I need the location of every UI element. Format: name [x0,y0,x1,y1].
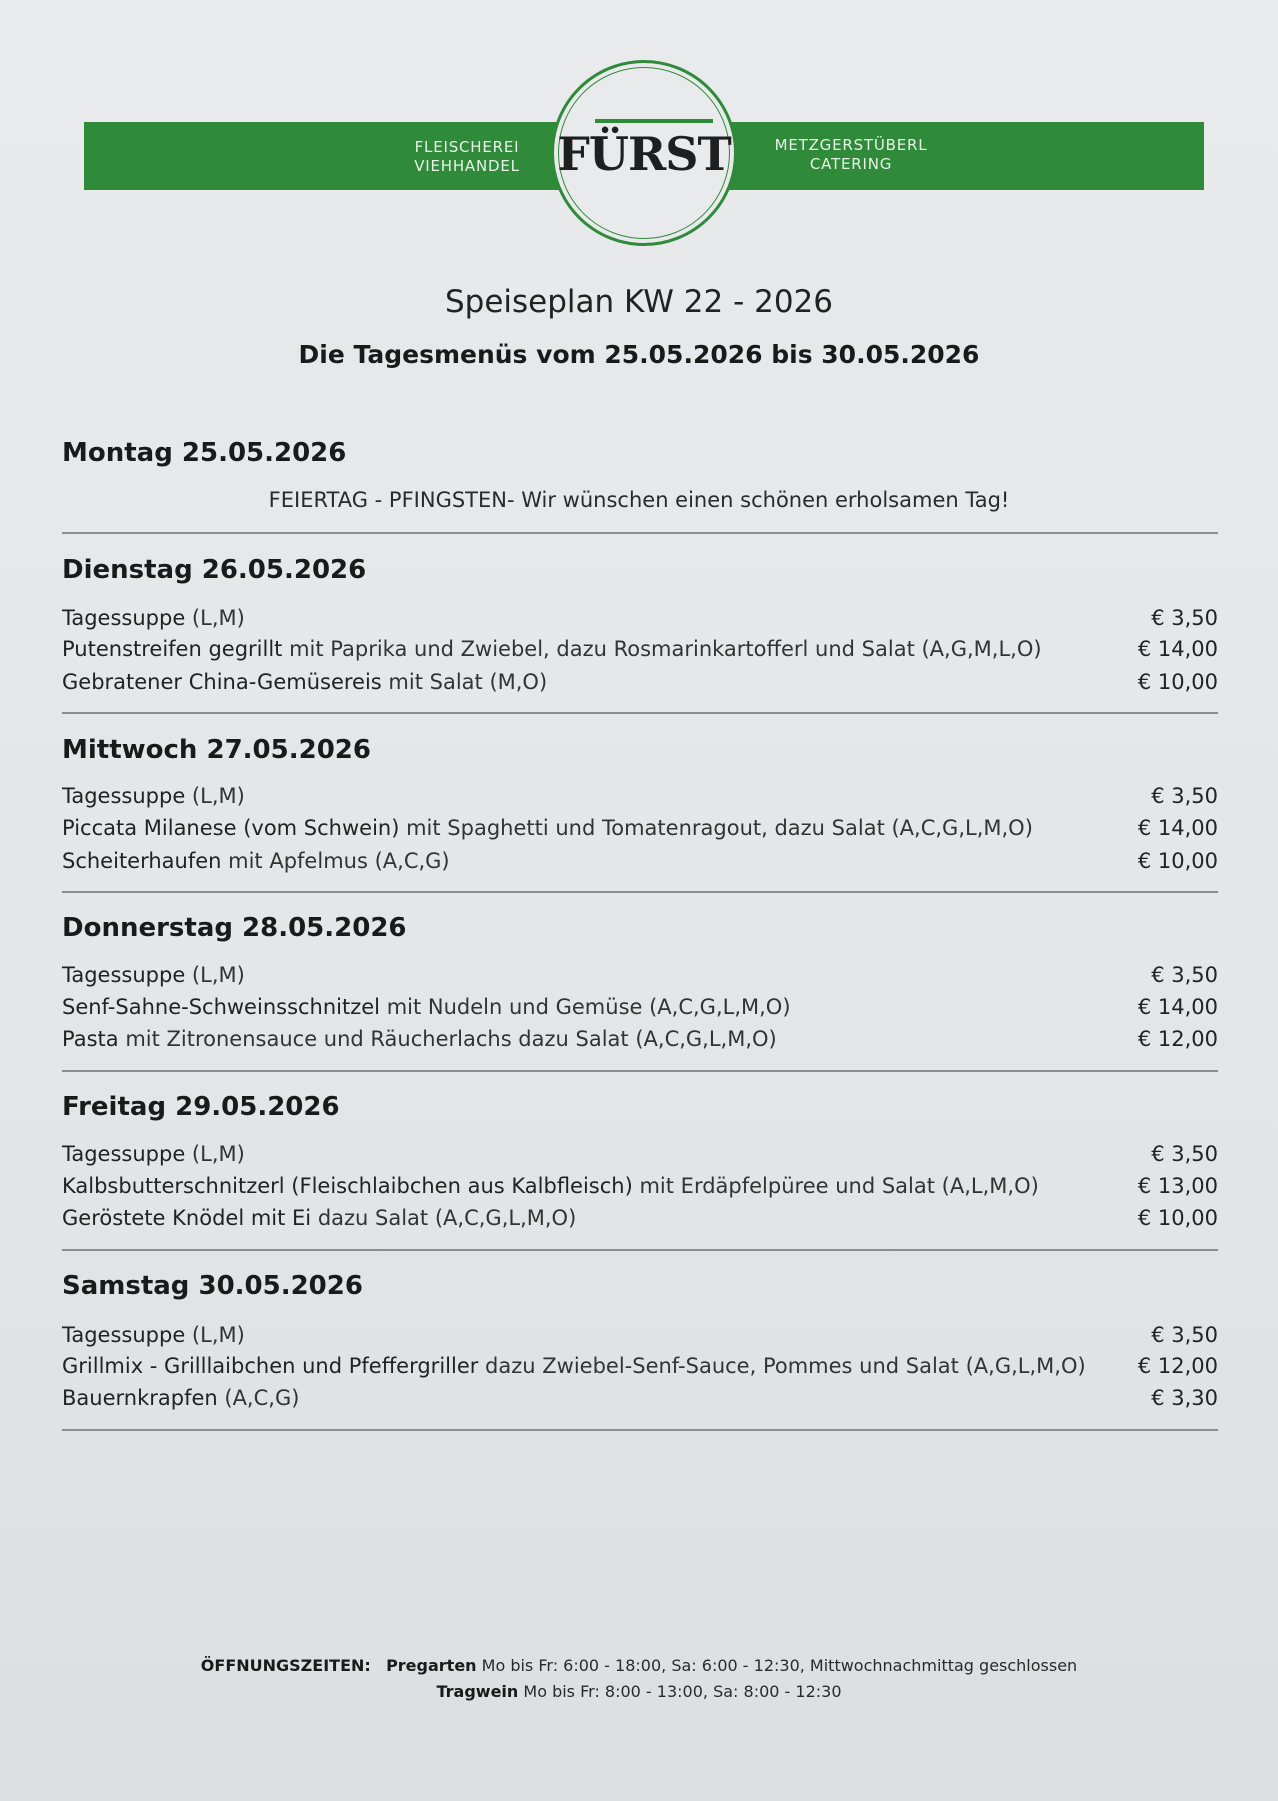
allergen-codes: (A,C,G) [367,849,450,873]
location-hours: Mo bis Fr: 8:00 - 13:00, Sa: 8:00 - 12:30 [518,1682,842,1701]
dish-description: mit Spaghetti und Tomatenragout, dazu Salat [399,816,885,840]
dish-name: Tagessuppe [62,1323,186,1347]
dish-name: Bauernkrapfen [62,1386,218,1410]
price: € 14,00 [1137,816,1218,840]
allergen-codes: (A,C,G,L,M,O) [428,1206,577,1230]
price: € 10,00 [1137,670,1218,694]
dish-description: dazu Zwiebel-Senf-Sauce, Pommes und Salat [478,1354,959,1378]
price: € 10,00 [1137,849,1218,873]
menu-item [62,813,1218,843]
divider [62,1249,1218,1251]
divider [62,532,1218,534]
divider [62,891,1218,893]
allergen-codes: (L,M) [185,606,245,630]
price: € 3,30 [1151,1386,1218,1410]
logo-right-line1: METZGERSTÜBERL [774,136,928,154]
price: € 3,50 [1151,963,1218,987]
menu-item [62,781,1218,811]
dish-name: Senf-Sahne-Schweinsschnitzel [62,995,381,1019]
menu-item [62,960,1218,990]
logo-bar [595,119,713,123]
dish-name: Grillmix - Grilllaibchen und Pfeffergriller [62,1354,479,1378]
dish-name: Tagessuppe [62,963,186,987]
allergen-codes: (A,C,G,L,M,O) [628,1027,777,1051]
price: € 12,00 [1137,1354,1218,1378]
price: € 3,50 [1151,606,1218,630]
opening-hours-label: ÖFFNUNGSZEITEN: [200,1656,371,1675]
menu-item [62,1383,1218,1413]
allergen-codes: (A,C,G,L,M,O) [642,995,791,1019]
dish-name: Geröstete Knödel mit Ei [62,1206,312,1230]
menu-item [62,667,1218,697]
menu-item [62,603,1218,633]
allergen-codes: (L,M) [185,1142,245,1166]
price: € 10,00 [1137,1206,1218,1230]
menu-item [62,1351,1218,1381]
holiday-notice: FEIERTAG - PFINGSTEN- Wir wünschen einen schönen erholsamen Tag! [268,488,1010,512]
dish-description: mit Paprika und Zwiebel, dazu Rosmarinkartofferl und Salat [282,637,915,661]
logo-brand: FÜRST [557,127,731,181]
dish-description: mit Erdäpfelpüree und Salat [632,1174,935,1198]
price: € 14,00 [1137,637,1218,661]
price: € 12,00 [1137,1027,1218,1051]
dish-name: Piccata Milanese (vom Schwein) [62,816,400,840]
allergen-codes: (L,M) [185,784,245,808]
day-heading-montag: Montag 25.05.2026 [62,438,347,468]
dish-name: Tagessuppe [62,784,186,808]
price: € 3,50 [1151,1142,1218,1166]
allergen-codes: (A,G,M,L,O) [914,637,1042,661]
logo-left-text [402,138,532,176]
location-hours: Mo bis Fr: 6:00 - 18:00, Sa: 6:00 - 12:30, Mittwochnachmittag geschlossen [476,1656,1078,1675]
menu-item [62,1139,1218,1169]
dish-description: mit Apfelmus [221,849,368,873]
dish-name: Gebratener China-Gemüsereis [62,670,382,694]
price: € 14,00 [1137,995,1218,1019]
menu-item [62,1171,1218,1201]
dish-description: mit Salat [381,670,483,694]
logo-left-line1: FLEISCHEREI [414,138,520,156]
menu-item [62,1320,1218,1350]
logo-right-text [766,136,936,174]
allergen-codes: (L,M) [185,963,245,987]
allergen-codes: (A,C,G) [217,1386,300,1410]
dish-description: mit Zitronensauce und Räucherlachs dazu Salat [118,1027,629,1051]
allergen-codes: (A,G,L,M,O) [958,1354,1086,1378]
opening-hours-line1 [0,1656,1278,1675]
divider [62,712,1218,714]
dish-name: Scheiterhaufen [62,849,222,873]
menu-item [62,1024,1218,1054]
menu-item [62,634,1218,664]
dish-name: Putenstreifen gegrillt [62,637,283,661]
menu-item [62,992,1218,1022]
price: € 13,00 [1137,1174,1218,1198]
dish-description: mit Nudeln und Gemüse [380,995,643,1019]
menu-item [62,1203,1218,1233]
page-title: Speiseplan KW 22 - 2026 [444,284,833,320]
location-name: Pregarten [386,1656,477,1675]
divider [62,1429,1218,1431]
day-heading-dienstag: Dienstag 26.05.2026 [62,555,367,585]
location-name: Tragwein [436,1682,519,1701]
logo-left-line2: VIEHHANDEL [414,157,520,175]
day-heading-freitag: Freitag 29.05.2026 [62,1092,340,1122]
divider [62,1070,1218,1072]
dish-name: Kalbsbutterschnitzerl (Fleischlaibchen aus Kalbfleisch) [62,1174,633,1198]
day-heading-mittwoch: Mittwoch 27.05.2026 [62,735,371,765]
dish-name: Tagessuppe [62,1142,186,1166]
menu-item [62,846,1218,876]
dish-description: dazu Salat [311,1206,429,1230]
allergen-codes: (M,O) [482,670,548,694]
opening-hours-line2 [0,1682,1278,1701]
dish-name: Tagessuppe [62,606,186,630]
allergen-codes: (A,C,G,L,M,O) [884,816,1033,840]
allergen-codes: (L,M) [185,1323,245,1347]
dish-name: Pasta [62,1027,119,1051]
allergen-codes: (A,L,M,O) [934,1174,1039,1198]
page-subtitle: Die Tagesmenüs vom 25.05.2026 bis 30.05.2026 [298,340,980,369]
logo-right-line2: CATERING [809,155,893,173]
day-heading-samstag: Samstag 30.05.2026 [62,1271,363,1301]
price: € 3,50 [1151,1323,1218,1347]
price: € 3,50 [1151,784,1218,808]
day-heading-donnerstag: Donnerstag 28.05.2026 [62,913,407,943]
